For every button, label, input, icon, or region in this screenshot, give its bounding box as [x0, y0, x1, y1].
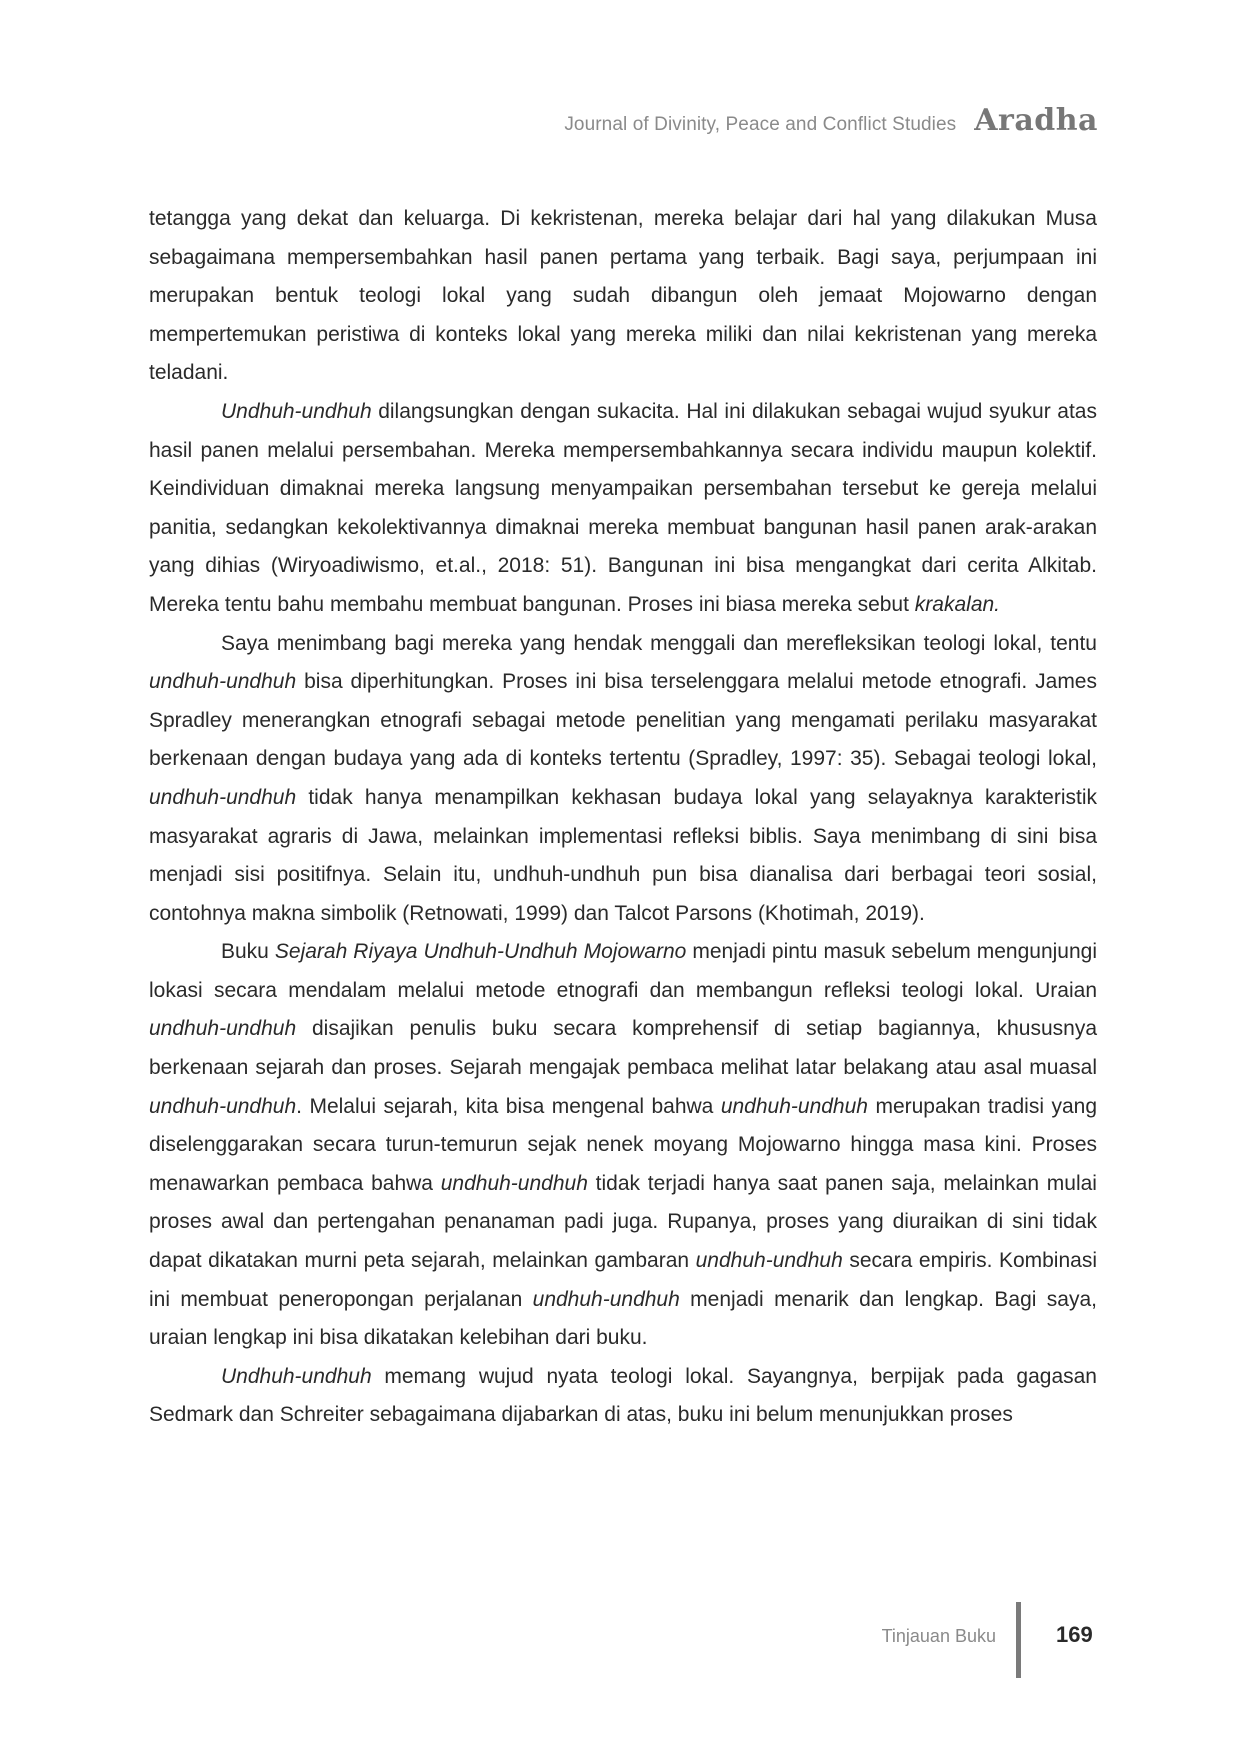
text-run: dilangsungkan dengan sukacita. Hal ini dilakukan sebagai wujud syukur atas hasil panen melalui persembahan. Mereka mempersembahkannya secara individu maupun kolektif. Keindividuan dimaknai mereka langsung menyampaikan persembahan tersebut ke gereja melalui panitia, sedangkan kekolektivannya dimaknai mereka membuat bangunan hasil panen arak-arakan yang dihias (Wiryoadiwismo, et.al., 2018: 51). Bangunan ini bisa mengangkat dari cerita Alkitab. Mereka tentu bahu membahu membuat bangunan. Proses ini biasa mereka sebut — [149, 399, 1097, 616]
paragraph — [149, 200, 1097, 393]
journal-title: Journal of Divinity, Peace and Conflict Studies — [564, 114, 957, 135]
italic-term: Undhuh-undhuh — [221, 399, 372, 423]
text-run: merupakan tradisi yang diselenggarakan secara turun-temurun sejak nenek moyang Mojowarno hingga masa kini. Proses menawarkan pembaca bahwa — [149, 1094, 1098, 1195]
text-run: memang wujud nyata teologi lokal. Sayangnya, berpijak pada gagasan Sedmark dan Schreiter sebagaimana dijabarkan di atas, buku ini belum menunjukkan proses — [149, 1364, 1097, 1427]
italic-term: undhuh-undhuh — [149, 670, 297, 694]
text-run: tidak terjadi hanya saat panen saja, melainkan mulai proses awal dan pertengahan penanaman padi juga. Rupanya, proses yang diuraikan di sini tidak dapat dikatakan murni peta sejarah, melainkan gambaran — [149, 1171, 1097, 1273]
section-label: Tinjauan Buku — [881, 1626, 996, 1646]
italic-term: Undhuh-undhuh — [221, 1364, 372, 1388]
text-run: secara empiris. Kombinasi ini membuat peneropongan perjalanan — [149, 1249, 1097, 1311]
italic-term: undhuh-undhuh — [149, 1017, 297, 1041]
text-run: disajikan penulis buku secara komprehensif di setiap bagiannya, khususnya berkenaan sejarah dan proses. Sejarah mengajak pembaca melihat latar belakang atau asal muasal — [149, 1017, 1097, 1080]
italic-term: undhuh-undhuh — [149, 785, 297, 809]
paragraph — [149, 393, 1097, 625]
italic-term: undhuh-undhuh — [440, 1171, 588, 1195]
text-run: . Melalui sejarah, kita bisa mengenal bahwa — [296, 1094, 721, 1118]
text-run: menjadi pintu masuk sebelum mengunjungi lokasi secara mendalam melalui metode etnografi dan membangun refleksi teologi lokal. Uraian — [149, 940, 1097, 1002]
text-run: Buku — [221, 940, 275, 964]
running-header — [564, 103, 1098, 138]
italic-term: undhuh-undhuh — [695, 1249, 843, 1273]
paragraph — [149, 933, 1097, 1358]
journal-logo: Aradha — [974, 103, 1098, 138]
italic-term: undhuh-undhuh — [532, 1287, 680, 1311]
text-run: Saya menimbang bagi mereka yang hendak menggali dan merefleksikan teologi lokal, tentu — [221, 631, 1097, 655]
paragraph — [149, 625, 1097, 934]
paragraph — [149, 1358, 1097, 1435]
page-number: 169 — [1056, 1622, 1093, 1647]
italic-term: undhuh-undhuh — [720, 1094, 868, 1118]
body-text — [149, 200, 1097, 1435]
text-run: bisa diperhitungkan. Proses ini bisa terselenggara melalui metode etnografi. James Spradley menerangkan etnografi sebagai metode penelitian yang mengamati perilaku masyarakat berkenaan dengan budaya yang ada di konteks tertentu (Spradley, 1997: 35). Sebagai teologi lokal, — [149, 670, 1097, 771]
italic-term: krakalan. — [914, 592, 1001, 616]
footer-divider — [1016, 1602, 1021, 1678]
text-run: tidak hanya menampilkan kekhasan budaya lokal yang selayaknya karakteristik masyarakat agraris di Jawa, melainkan implementasi refleksi biblis. Saya menimbang di sini bisa menjadi sisi positifnya. Selain itu, undhuh-undhuh pun bisa dianalisa dari berbagai teori sosial, contohnya makna simbolik (Retnowati, 1999) dan Talcot Parsons (Khotimah, 2019). — [149, 785, 1097, 925]
italic-term: undhuh-undhuh — [149, 1094, 297, 1118]
text-run: menjadi menarik dan lengkap. Bagi saya, uraian lengkap ini bisa dikatakan kelebihan dari buku. — [149, 1287, 1097, 1350]
italic-term: Sejarah Riyaya Undhuh-Undhuh Mojowarno — [274, 940, 687, 964]
text-run: tetangga yang dekat dan keluarga. Di kekristenan, mereka belajar dari hal yang dilakukan Musa sebagaimana mempersembahkan hasil panen pertama yang terbaik. Bagi saya, perjumpaan ini merupakan bentuk teologi lokal yang sudah dibangun oleh jemaat Mojowarno dengan mempertemukan peristiwa di konteks lokal yang mereka miliki dan nilai kekristenan yang mereka teladani. — [149, 207, 1097, 385]
